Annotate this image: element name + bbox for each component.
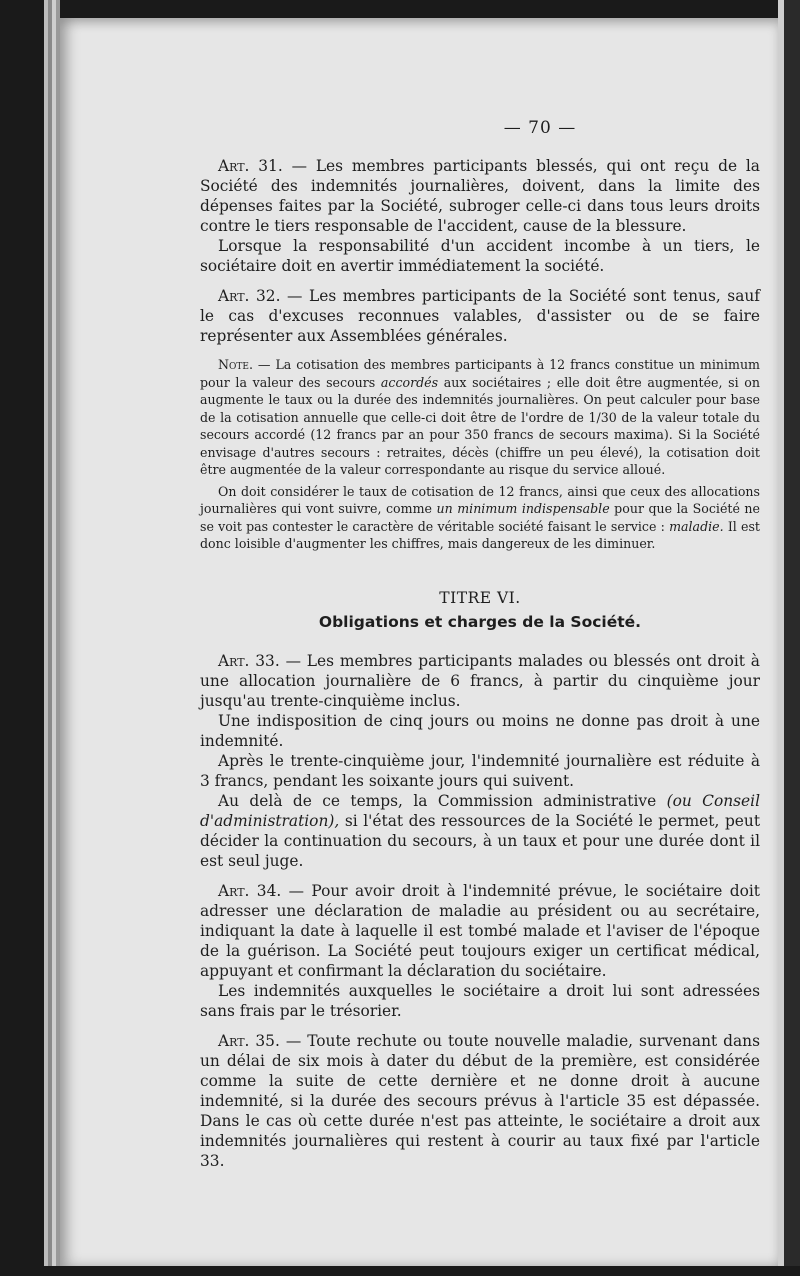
article-32 — [200, 286, 760, 346]
article-text: — Toute rechute ou toute nouvelle maladie, survenant dans un délai de six mois à dater du début de la première, est considérée comme la suite de cette dernière et ne donne droit à aucune indemnité, si la durée des secours prévus à l'article 35 est dépassée. Dans le cas où cette durée n'est pas atteinte, le sociétaire a droit aux indemnités journalières qui restent à courir au taux fixé par l'article 33. — [200, 1031, 760, 1170]
article-emphasis: (ou Conseil d'administration), — [200, 791, 760, 830]
note-text: — La cotisation des membres participants à 12 francs constitue un minimum pour la valeur des secours — [200, 357, 760, 390]
scan-bottom-border — [0, 1266, 800, 1276]
article-33-paragraph-4 — [200, 791, 760, 871]
note-paragraph-1 — [200, 356, 760, 479]
note-text: On doit considérer le taux de cotisation de 12 francs, ainsi que ceux des allocations journalières qui vont suivre, comme — [200, 483, 760, 516]
note-emphasis: accordés — [380, 374, 439, 390]
section-title: TITRE VI. — [439, 588, 521, 607]
article-label: Art. 33. — [218, 651, 280, 670]
article-33 — [200, 651, 760, 711]
article-text: — Les membres participants de la Société sont tenus, sauf le cas d'excuses reconnues valables, d'assister ou de se faire représenter aux Assemblées générales. — [200, 287, 760, 345]
page-content — [200, 118, 760, 1171]
note-label: Note. — [218, 357, 253, 372]
note-emphasis: maladie. — [669, 518, 724, 534]
article-text: — Pour avoir droit à l'indemnité prévue, le sociétaire doit adresser une déclaration de maladie au président ou au secrétaire, indiquant la date à laquelle il est tombé malade et l'aviser de l'époque de la guérison. La Société peut toujours exiger un certificat médical, appuyant et confirmant la déclaration du sociétaire. — [200, 881, 760, 980]
article-33-paragraph-2: Une indisposition de cinq jours ou moins ne donne pas droit à une indemnité. — [200, 711, 760, 750]
scan-top-border — [60, 0, 778, 18]
article-label: Art. 32. — [218, 287, 281, 305]
article-33-paragraph-3: Après le trente-cinquième jour, l'indemnité journalière est réduite à 3 francs, pendant les soixante jours qui suivent. — [200, 751, 760, 790]
note-emphasis: un minimum indispensable — [436, 501, 610, 516]
article-label: Art. 31. — [218, 157, 283, 175]
section-subtitle: Obligations et charges de la Société. — [318, 612, 642, 631]
article-label: Art. 34. — [218, 881, 282, 900]
article-label: Art. 35. — [218, 1031, 280, 1050]
article-35 — [200, 1031, 760, 1171]
article-34-paragraph-2: Les indemnités auxquelles le sociétaire a droit lui sont adressées sans frais par le trésorier. — [200, 981, 760, 1020]
article-34 — [200, 881, 760, 981]
page-number: — 70 — — [503, 118, 577, 138]
article-31 — [200, 156, 760, 236]
book-right-edge — [778, 0, 800, 1276]
note-text: pour que la Société ne se voit pas contester le caractère de véritable société faisant le service : — [200, 501, 760, 534]
article-text: — Les membres participants blessés, qui ont reçu de la Société des indemnités journalières, doivent, dans la limite des dépenses faites par la Société, subroger celle-ci dans tous leurs droits contre le tiers responsable de l'accident, cause de la blessure. — [200, 157, 760, 235]
book-left-edge — [0, 0, 60, 1276]
note-text: aux sociétaires ; elle doit être augmentée, si on augmente le taux ou la durée des indemnités journalières. On peut calculer pour base de la cotisation annuelle que celle-ci doit être de l'ordre de 1/30 de la valeur totale du secours accordé (12 francs par an pour 350 francs de secours maxima). Si la Société envisage d'autres secours : retraites, décès (chiffre un peu élevé), la cotisation doit être augmentée de la valeur correspondante au risque du service alloué. — [200, 374, 760, 477]
article-31-paragraph-2: Lorsque la responsabilité d'un accident incombe à un tiers, le sociétaire doit en avertir immédiatement la société. — [200, 237, 760, 275]
article-text: — Les membres participants malades ou blessés ont droit à une allocation journalière de 6 francs, à partir du cinquième jour jusqu'au trente-cinquième inclus. — [200, 651, 760, 710]
article-text: Au delà de ce temps, la Commission administrative — [218, 791, 667, 810]
note-paragraph-2 — [200, 483, 760, 553]
article-text: si l'état des ressources de la Société le permet, peut décider la continuation du secours, à un taux et pour une durée dont il est seul juge. — [200, 811, 760, 870]
note-text: Il est donc loisible d'augmenter les chiffres, mais dangereux de les diminuer. — [200, 518, 760, 551]
